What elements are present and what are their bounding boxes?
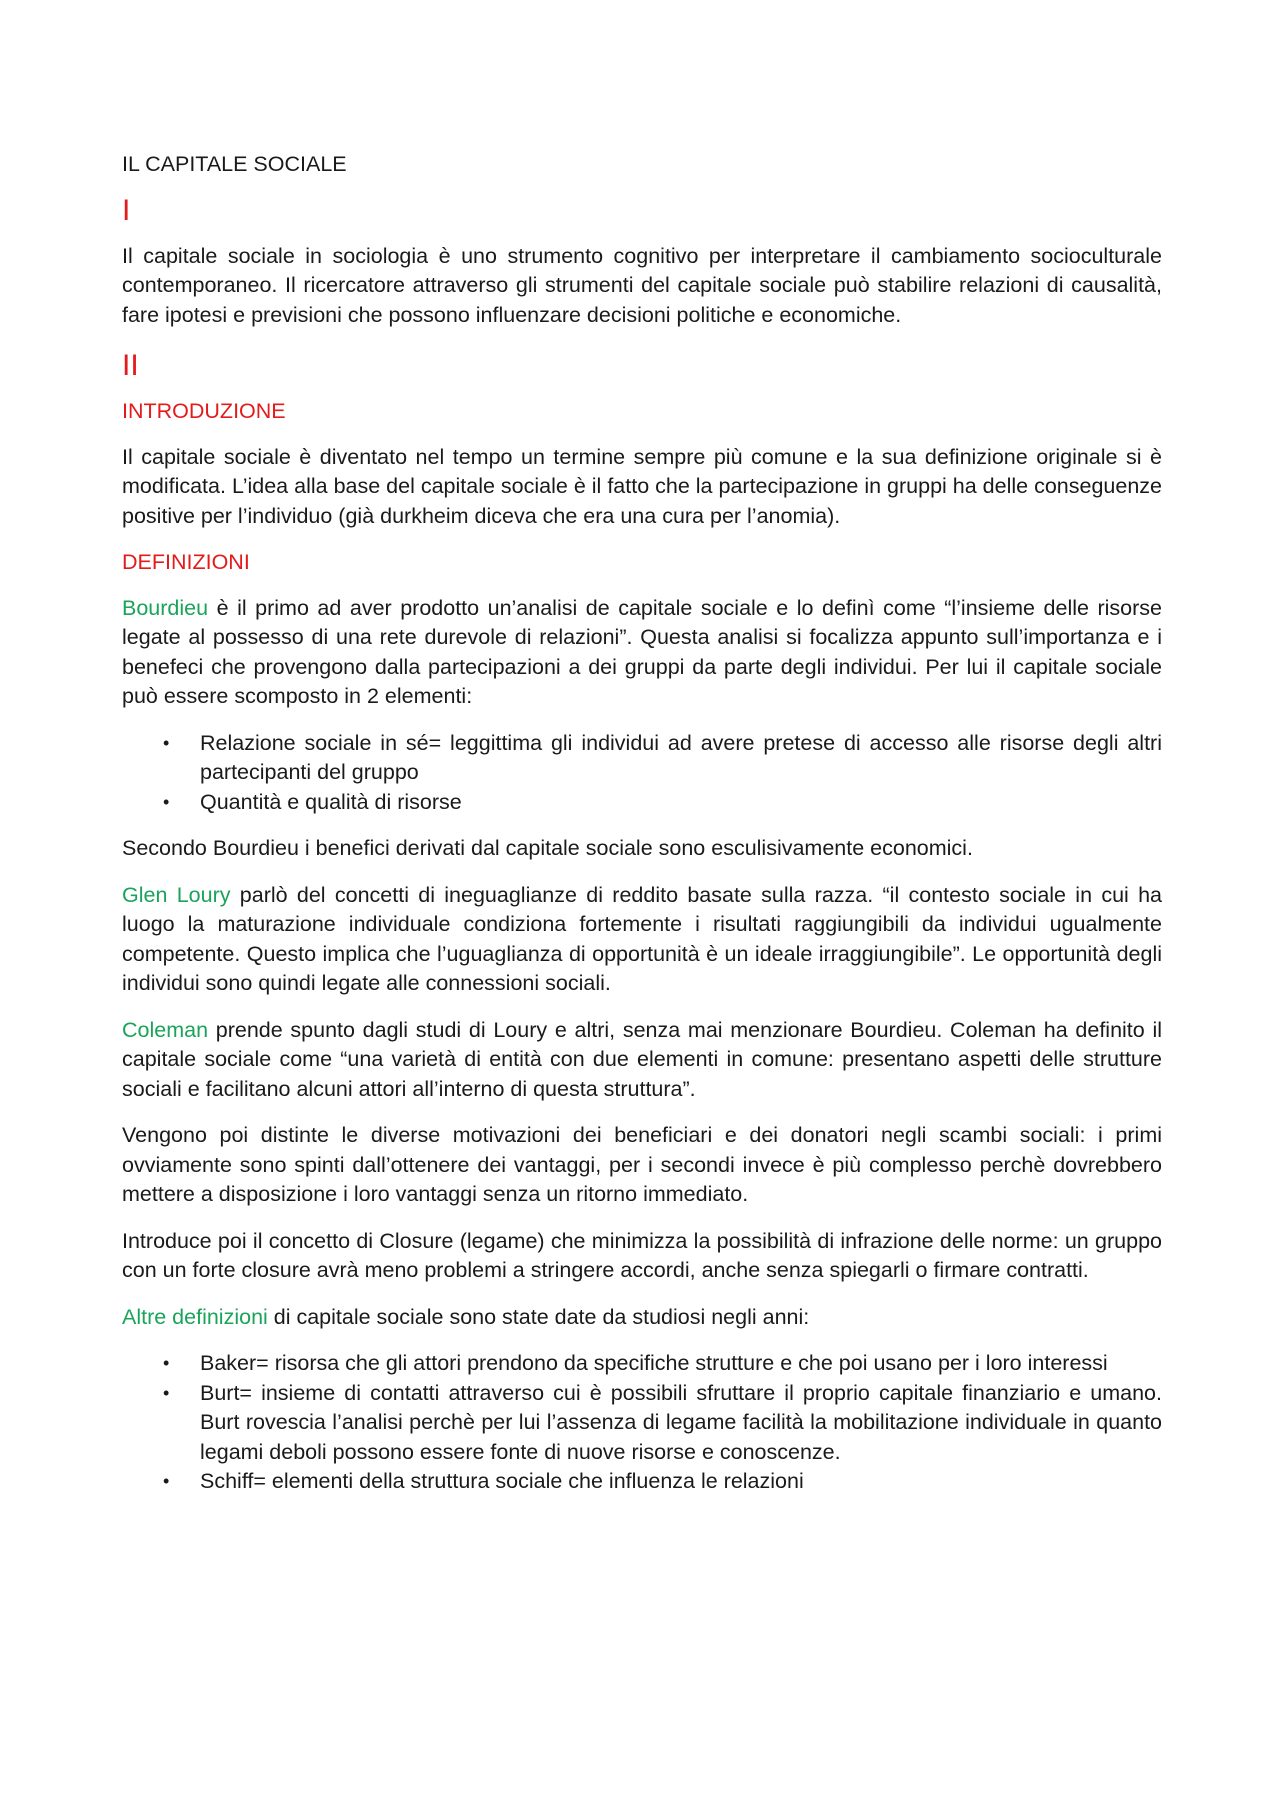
bullet-icon: • xyxy=(163,1353,170,1373)
bourdieu-text: è il primo ad aver prodotto un’analisi de capitale sociale e lo definì come “l’insieme delle risorse legate al possesso di una rete durevole di relazioni”. Questa analisi si focalizza appunto sull’importanza e i benefeci che provengono dalla partecipazioni a dei gruppi da parte degli individui. Per lui il capitale sociale può essere scomposto in 2 elementi: xyxy=(122,595,1162,708)
introduction-heading: INTRODUZIONE xyxy=(122,399,286,423)
coleman-text: prende spunto dagli studi di Loury e altri, senza mai menzionare Bourdieu. Coleman ha definito il capitale sociale come “una varietà di entità con due elementi in comune: presentano aspetti delle strutture sociali e facilitano alcuni attori all’interno di questa struttura”. xyxy=(122,1017,1162,1101)
section-numeral-i: I xyxy=(122,193,131,227)
loury-paragraph xyxy=(122,881,1162,999)
coleman-motivations-paragraph: Vengono poi distinte le diverse motivazioni dei beneficiari e dei donatori negli scambi sociali: i primi ovviamente sono spinti dall’ottenere dei vantaggi, per i secondi invece è più complesso perchè dovrebbero mettere a disposizione i loro vantaggi senza un ritorno immediato. xyxy=(122,1123,1162,1206)
definitions-heading: DEFINIZIONI xyxy=(122,550,250,574)
section-i-paragraph: Il capitale sociale in sociologia è uno strumento cognitivo per interpretare il cambiamento socioculturale contemporaneo. Il ricercatore attraverso gli strumenti del capitale sociale può stabilire relazioni di causalità, fare ipotesi e previsioni che possono influenzare decisioni politiche e economiche. xyxy=(122,243,1162,327)
coleman-name: Coleman xyxy=(122,1017,209,1042)
document-page xyxy=(122,150,1162,1514)
section-numeral-ii: II xyxy=(122,349,139,382)
list-item xyxy=(122,1467,1162,1497)
bourdieu-conclusion: Secondo Bourdieu i benefici derivati dal capitale sociale sono esculisivamente economici. xyxy=(122,836,973,860)
other-definitions-bullet-list xyxy=(122,1349,1162,1497)
document-title: IL CAPITALE SOCIALE xyxy=(122,152,347,176)
list-item xyxy=(122,1379,1162,1468)
other-definitions-paragraph xyxy=(122,1303,1162,1333)
bullet-icon: • xyxy=(163,732,170,753)
bourdieu-bullet-list xyxy=(122,729,1162,818)
list-item-text: Quantità e qualità di risorse xyxy=(200,789,462,814)
list-item-text: Relazione sociale in sé= leggittima gli individui ad avere pretese di accesso alle risorse degli altri partecipanti del gruppo xyxy=(200,730,1162,784)
other-definitions-name: Altre definizioni xyxy=(122,1304,268,1329)
list-item xyxy=(122,729,1162,788)
list-item xyxy=(122,788,1162,818)
list-item-text: Schiff= elementi della struttura sociale che influenza le relazioni xyxy=(200,1469,804,1493)
list-item-text: Baker= risorsa che gli attori prendono da specifiche strutture e che poi usano per i loro interessi xyxy=(200,1351,1108,1375)
bourdieu-name: Bourdieu xyxy=(122,595,209,620)
bourdieu-paragraph xyxy=(122,594,1162,712)
loury-name: Glen Loury xyxy=(122,882,231,907)
introduction-paragraph: Il capitale sociale è diventato nel tempo un termine sempre più comune e la sua definizione originale si è modificata. L’idea alla base del capitale sociale è il fatto che la partecipazione in gruppi ha delle conseguenze positive per l’individuo (già durkheim diceva che era una cura per l’anomia). xyxy=(122,444,1162,528)
list-item-text: Burt= insieme di contatti attraverso cui è possibili sfruttare il proprio capitale finanziario e umano. Burt rovescia l’analisi perchè per lui l’assenza di legame facilità la mobilitazione individuale in quanto legami deboli possono essere fonte di nuove risorse e conoscenze. xyxy=(200,1380,1162,1464)
other-definitions-text: di capitale sociale sono state date da studiosi negli anni: xyxy=(267,1304,810,1329)
coleman-paragraph xyxy=(122,1016,1162,1105)
bullet-icon: • xyxy=(163,1382,170,1403)
coleman-closure-paragraph: Introduce poi il concetto di Closure (legame) che minimizza la possibilità di infrazione delle norme: un gruppo con un forte closure avrà meno problemi a stringere accordi, anche senza spiegarli o firmare contratti. xyxy=(122,1228,1162,1282)
bullet-icon: • xyxy=(163,1471,170,1491)
bullet-icon: • xyxy=(163,791,170,812)
list-item xyxy=(122,1349,1162,1379)
loury-text: parlò del concetti di ineguaglianze di reddito basate sulla razza. “il contesto sociale in cui ha luogo la maturazione individuale condiziona fortemente i risultati raggiungibili da individui ugualmente competente. Questo implica che l’uguaglianza di opportunità è un ideale irraggiungibile”. Le opportunità degli individui sono quindi legate alle connessioni sociali. xyxy=(122,882,1163,995)
